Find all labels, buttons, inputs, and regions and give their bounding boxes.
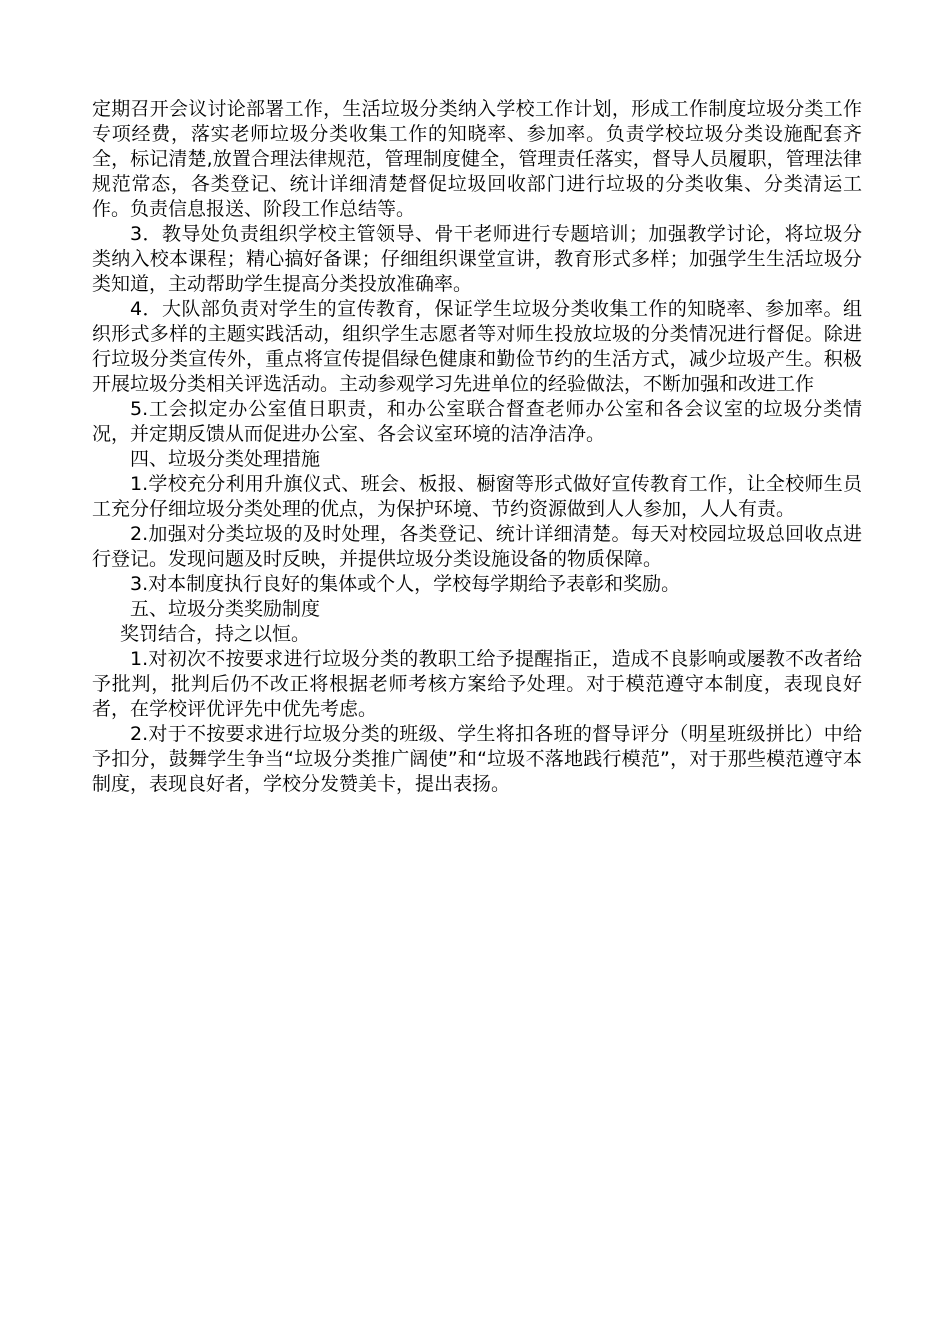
paragraph-item-4-brigade: 4．大队部负责对学生的宣传教育，保证学生垃圾分类收集工作的知晓率、参加率。组织形式多样的主题实践活动，组织学生志愿者等对师生投放垃圾的分类情况进行督促。除进行垃圾分类宣传外，重点将宣传提倡绿色健康和勤俭节约的生活方式，减少垃圾产生。积极开展垃圾分类相关评选活动。主动参观学习先进单位的经验做法，不断加强和改进工作 (92, 298, 862, 395)
section-heading-5: 五、垃圾分类奖励制度 (130, 598, 321, 620)
paragraph-item-3-teaching-office: 3．教导处负责组织学校主管领导、骨干老师进行专题培训；加强教学讨论，将垃圾分类纳入校本课程；精心搞好备课；仔细组织课堂宣讲，教育形式多样；加强学生生活垃圾分类知道，主动帮助学生提高分类投放准确率。 (92, 223, 862, 295)
section-heading-4: 四、垃圾分类处理措施 (130, 448, 321, 470)
paragraph-item-5-union: 5.工会拟定办公室值日职责，和办公室联合督查老师办公室和各会议室的垃圾分类情况，并定期反馈从而促进办公室、各会议室环境的洁净洁净。 (92, 398, 862, 445)
paragraph-reward-2: 2.对于不按要求进行垃圾分类的班级、学生将扣各班的督导评分（明星班级拼比）中给予扣分，鼓舞学生争当“垃圾分类推广阔使”和“垃圾不落地践行模范”，对于那些模范遵守本制度，表现良好者，学校分发赞美卡，提出表扬。 (92, 723, 862, 795)
paragraph-principle: 奖罚结合，持之以恒。 (120, 623, 311, 645)
paragraph-measure-2: 2.加强对分类垃圾的及时处理，各类登记、统计详细清楚。每天对校园垃圾总回收点进行登记。发现问题及时反映，并提供垃圾分类设施设备的物质保障。 (92, 523, 862, 570)
paragraph-duties-summary: 定期召开会议讨论部署工作，生活垃圾分类纳入学校工作计划，形成工作制度垃圾分类工作专项经费，落实老师垃圾分类收集工作的知晓率、参加率。负责学校垃圾分类设施配套齐全，标记清楚,放置合理法律规范，管理制度健全，管理责任落实，督导人员履职，管理法律规范常态，各类登记、统计详细清楚督促垃圾回收部门进行垃圾的分类收集、分类清运工作。负责信息报送、阶段工作总结等。 (92, 98, 862, 220)
paragraph-measure-3: 3.对本制度执行良好的集体或个人，学校每学期给予表彰和奖励。 (130, 573, 681, 595)
document-body (92, 97, 862, 797)
paragraph-reward-1: 1.对初次不按要求进行垃圾分类的教职工给予提醒指正，造成不良影响或屡教不改者给予批判，批判后仍不改正将根据老师考核方案给予处理。对于模范遵守本制度，表现良好者，在学校评优评先中优先考虑。 (92, 648, 862, 720)
paragraph-measure-1: 1.学校充分利用升旗仪式、班会、板报、橱窗等形式做好宣传教育工作，让全校师生员工充分仔细垃圾分类处理的优点，为保护环境、节约资源做到人人参加，人人有责。 (92, 473, 862, 520)
